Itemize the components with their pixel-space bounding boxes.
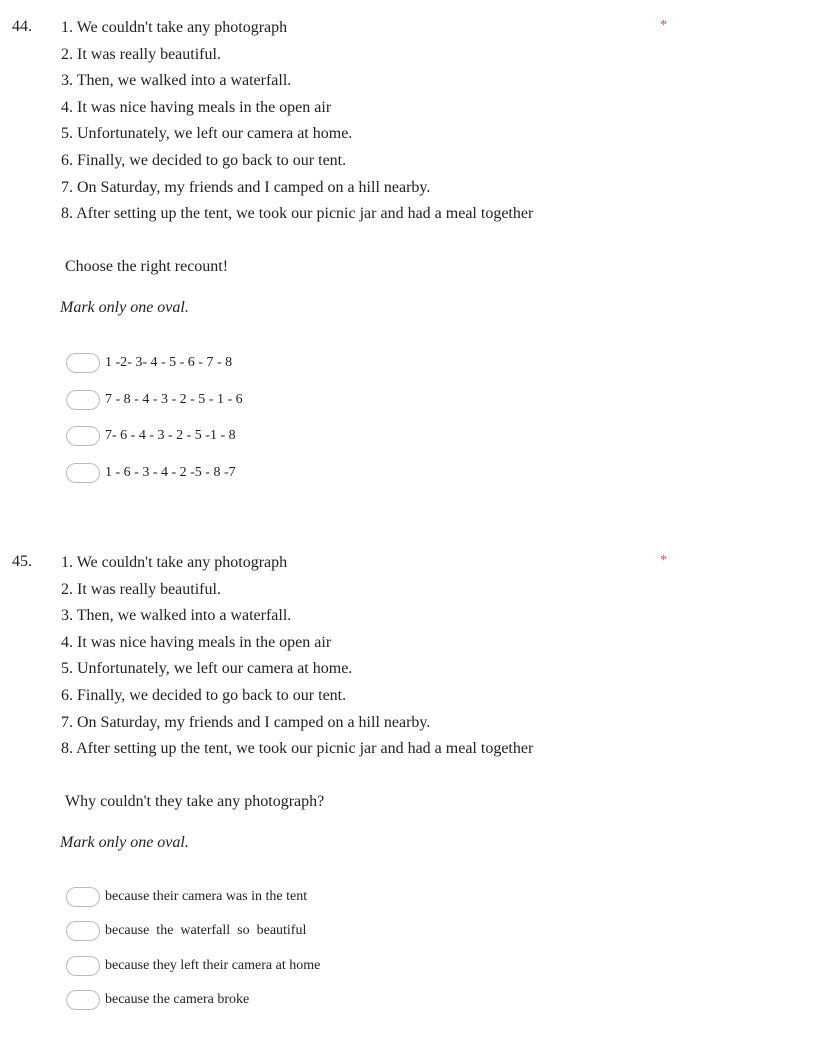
statement: 7. On Saturday, my friends and I camped on a hill nearby. [61, 178, 431, 196]
oval-radio-icon[interactable] [66, 887, 100, 907]
statement: 4. It was nice having meals in the open air [61, 633, 332, 651]
statement: 1. We couldn't take any photograph [61, 19, 288, 36]
option-label: because the waterfall so beautiful [105, 923, 307, 939]
option-label: 1 -2- 3- 4 - 5 - 6 - 7 - 8 [105, 355, 233, 371]
statement: 4. It was nice having meals in the open air [61, 98, 332, 116]
statement: 6. Finally, we decided to go back to our tent. [61, 686, 347, 704]
option-label: because they left their camera at home [105, 957, 321, 973]
oval-radio-icon[interactable] [66, 426, 100, 446]
oval-radio-icon[interactable] [66, 921, 100, 941]
option-label: because their camera was in the tent [105, 889, 308, 905]
oval-radio-icon[interactable] [66, 956, 100, 976]
option[interactable] [66, 418, 243, 455]
option-list [66, 880, 320, 1017]
statement: 8. After setting up the tent, we took our picnic jar and had a meal together [61, 740, 534, 758]
question-hint: Mark only one oval. [60, 299, 189, 316]
option[interactable] [66, 345, 243, 382]
option[interactable] [66, 455, 243, 492]
question-prompt: Choose the right recount! [65, 258, 229, 275]
option[interactable] [66, 914, 320, 948]
oval-radio-icon[interactable] [66, 390, 100, 410]
required-marker: * [660, 18, 667, 33]
option[interactable] [66, 983, 320, 1017]
statement: 2. It was really beautiful. [61, 580, 221, 598]
statement: 3. Then, we walked into a waterfall. [61, 72, 292, 90]
oval-radio-icon[interactable] [66, 990, 100, 1010]
question-number: 45. [12, 553, 32, 570]
statement: 1. We couldn't take any photograph [61, 554, 288, 571]
question-number: 44. [12, 18, 32, 35]
option-label: 7- 6 - 4 - 3 - 2 - 5 -1 - 8 [105, 428, 236, 444]
option[interactable] [66, 382, 243, 419]
question-45 [0, 535, 823, 1055]
oval-radio-icon[interactable] [66, 463, 100, 483]
required-marker: * [660, 553, 667, 568]
statement: 3. Then, we walked into a waterfall. [61, 607, 292, 625]
statement-list [61, 17, 533, 230]
statement: 5. Unfortunately, we left our camera at home. [61, 660, 353, 678]
option[interactable] [66, 880, 320, 914]
option[interactable] [66, 949, 320, 983]
statement-list [61, 552, 533, 765]
statement: 5. Unfortunately, we left our camera at home. [61, 125, 353, 143]
statement: 6. Finally, we decided to go back to our tent. [61, 151, 347, 169]
question-hint: Mark only one oval. [60, 834, 189, 851]
statement: 7. On Saturday, my friends and I camped on a hill nearby. [61, 713, 431, 731]
question-44 [0, 0, 823, 520]
option-label: 1 - 6 - 3 - 4 - 2 -5 - 8 -7 [105, 464, 236, 480]
option-list [66, 345, 243, 491]
option-label: because the camera broke [105, 992, 250, 1008]
statement: 2. It was really beautiful. [61, 45, 221, 63]
question-prompt: Why couldn't they take any photograph? [65, 793, 325, 810]
option-label: 7 - 8 - 4 - 3 - 2 - 5 - 1 - 6 [105, 391, 243, 407]
statement: 8. After setting up the tent, we took our picnic jar and had a meal together [61, 205, 534, 223]
oval-radio-icon[interactable] [66, 353, 100, 373]
